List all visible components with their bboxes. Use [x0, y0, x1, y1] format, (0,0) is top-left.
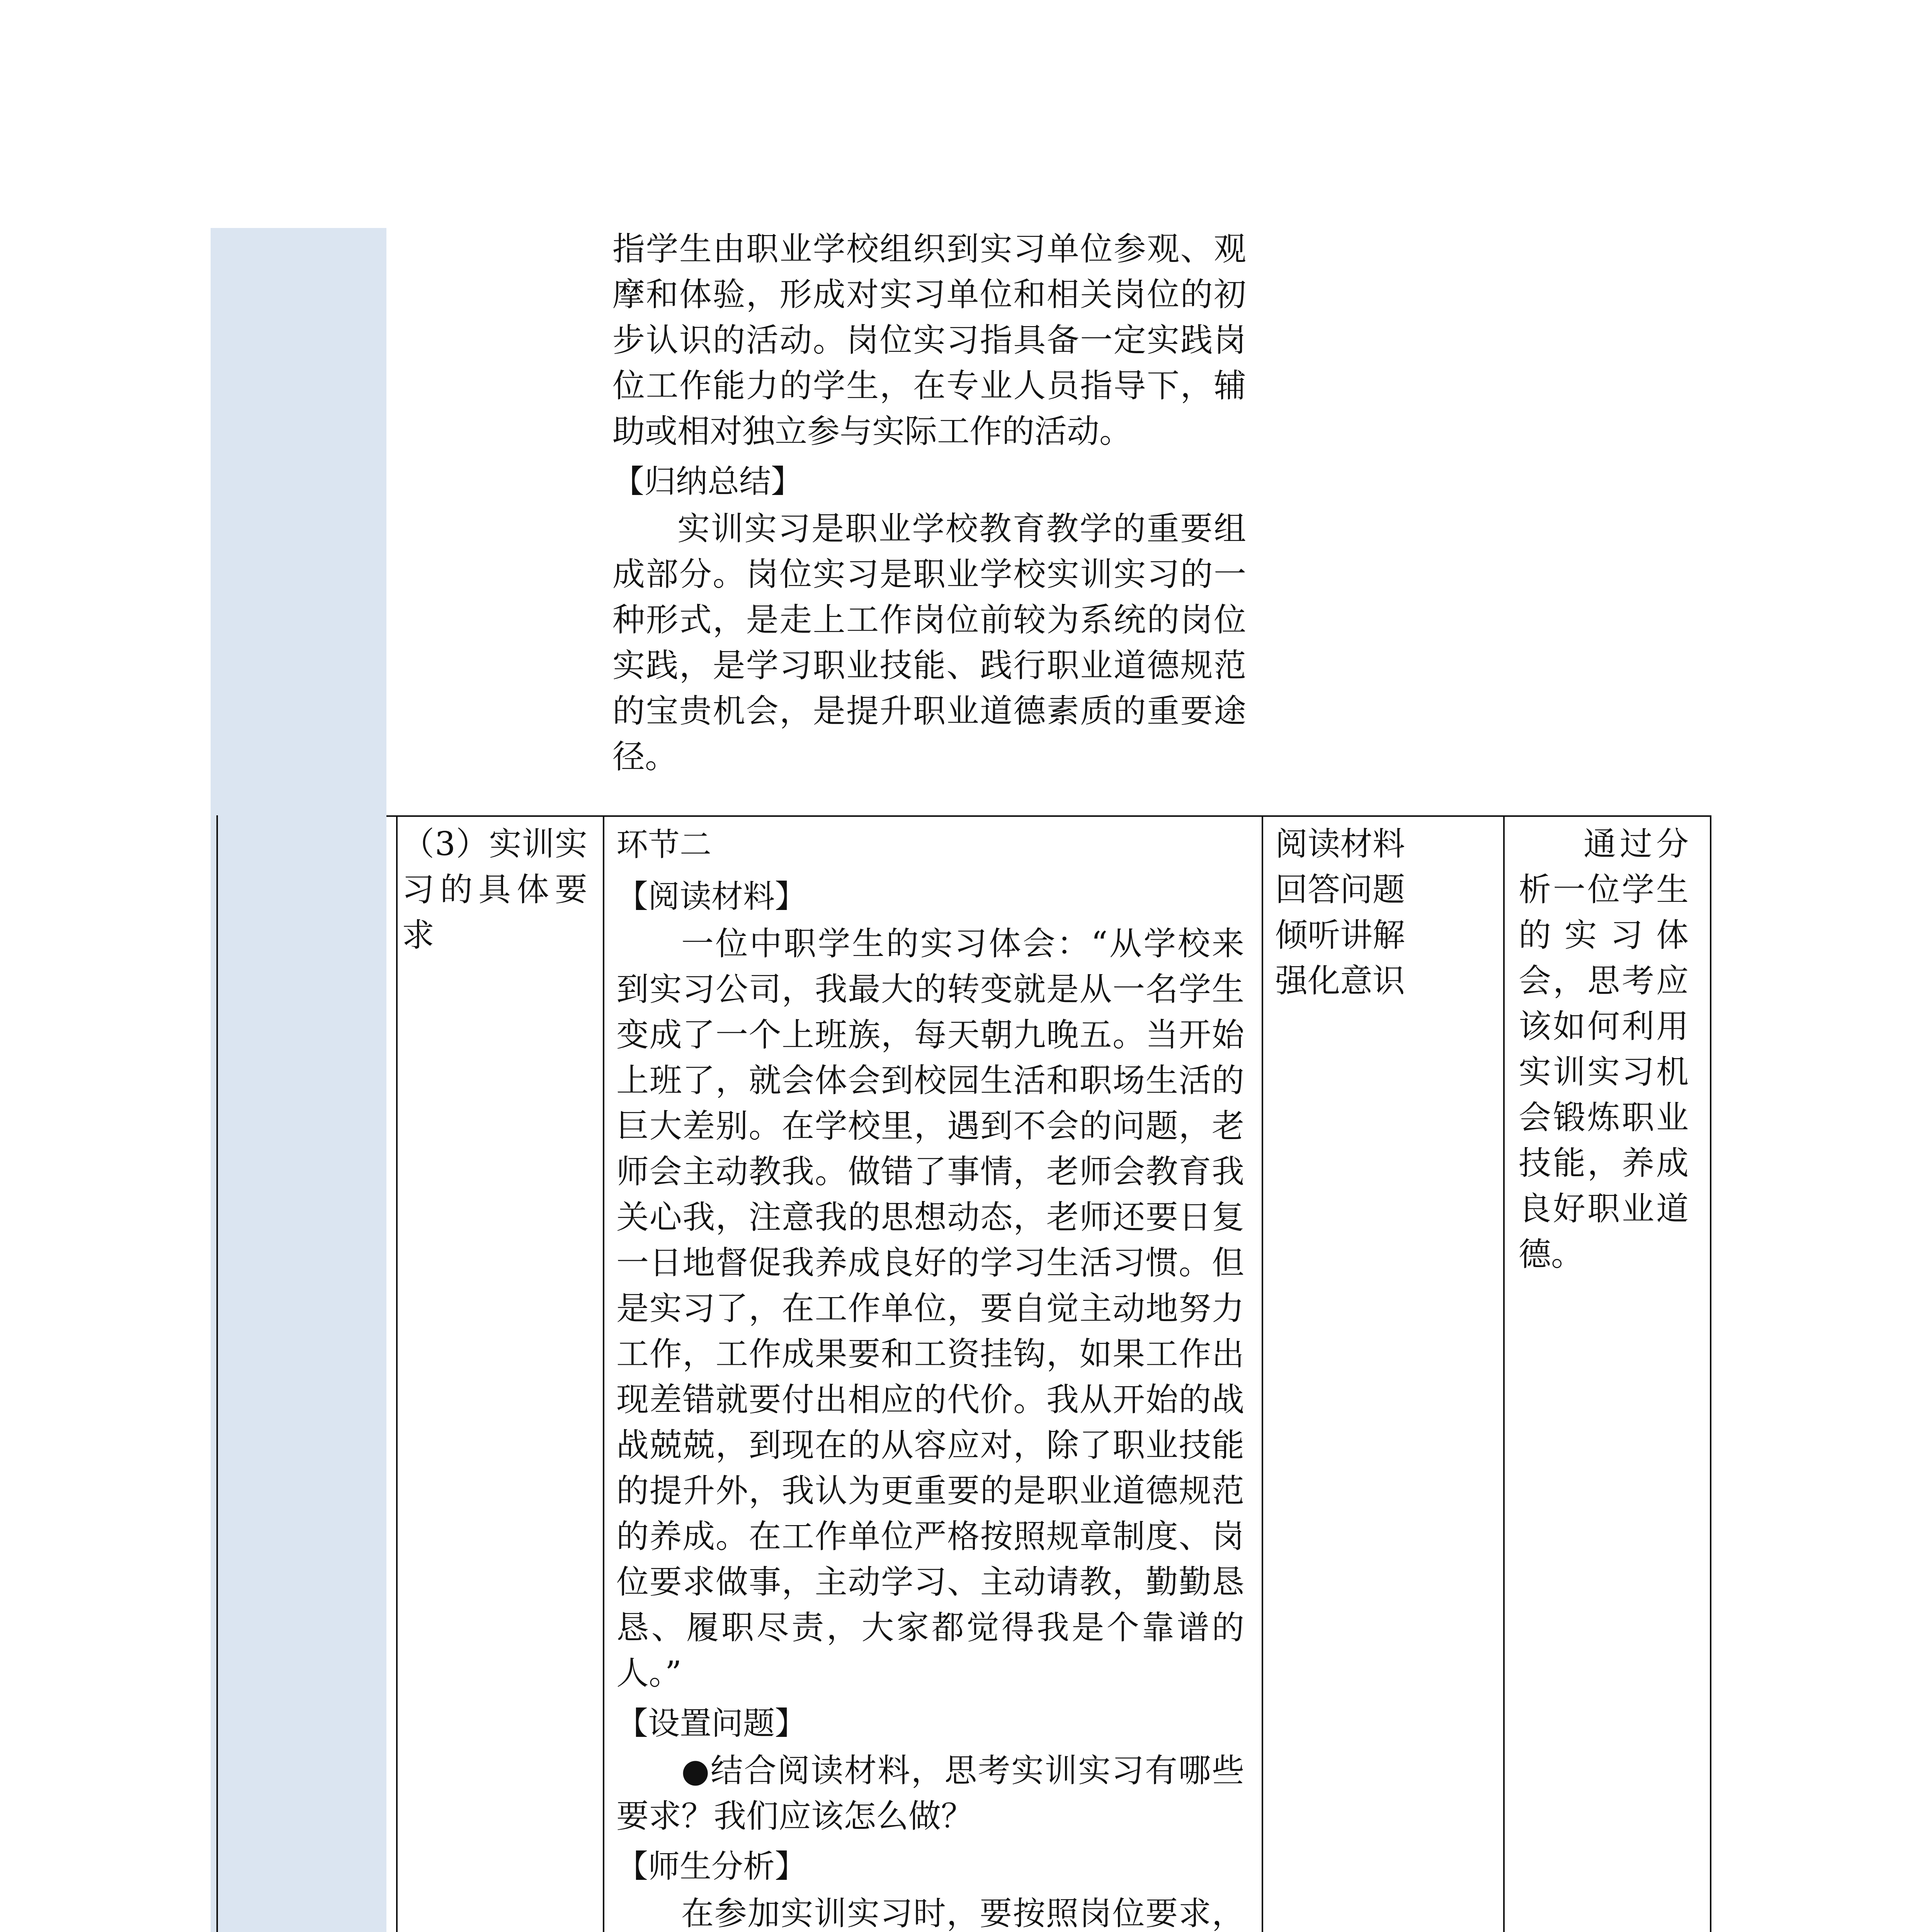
top-content-cell [612, 226, 1246, 779]
reading-text: 一位中职学生的实习体会：“从学校来到实习公司，我最大的转变就是从一名学生变成了一个上班族，每天朝九晚五。当开始上班了，就会体会到校园生活和职场生活的巨大差别。在学校里，遇到不会的问题，老师会主动教我。做错了事情，老师会教育我关心我，注意我的思想动态，老师还要日复一日地督促我养成良好的学习生活习惯。但是实习了，在工作单位，要自觉主动地努力工作，工作成果要和工资挂钩，如果工作出现差错就要付出相应的代价。我从开始的战战兢兢，到现在的从容应对，除了职业技能的提升外，我认为更重要的是职业道德规范的养成。在工作单位严格按照规章制度、岗位要求做事，主动学习、主动请教，勤勤恳恳、履职尽责，大家都觉得我是个靠谱的人。” [616, 925, 1244, 1692]
activity-item: 强化意识 [1275, 962, 1405, 1000]
intent-text: 通过分析一位学生的实习体会，思考应该如何利用实训实习机会锻炼职业技能，养成良好职业道德。 [1519, 825, 1689, 1273]
topic-text: （3）实训实习的具体要求 [402, 825, 587, 954]
question-text: ●结合阅读材料，思考实训实习有哪些要求？我们应该怎么做？ [616, 1752, 1244, 1835]
reading-heading: 【阅读材料】 [616, 878, 807, 915]
table-row-top [386, 815, 1711, 817]
table-divider-2 [603, 815, 604, 1932]
activity-item: 阅读材料 [1275, 825, 1405, 863]
activities-cell [1275, 821, 1492, 1003]
analysis-heading: 【师生分析】 [616, 1848, 807, 1885]
table-border-left [216, 815, 218, 1932]
topic-cell [402, 821, 587, 958]
activity-item: 回答问题 [1275, 871, 1405, 908]
table-divider-3 [1262, 815, 1263, 1932]
analysis-text: 在参加实训实习时，要按照岗位要求， [681, 1895, 1244, 1932]
table-border-right [1710, 815, 1711, 1932]
activity-item: 倾听讲解 [1275, 916, 1405, 954]
content-cell [616, 821, 1244, 1932]
step-heading: 环节二 [616, 827, 712, 863]
top-paragraph: 指学生由职业学校组织到实习单位参观、观摩和体验，形成对实习单位和相关岗位的初步认识的活动。岗位实习指具备一定实践岗位工作能力的学生，在专业人员指导下，辅助或相对独立参与实际工作的活动。 [612, 230, 1246, 450]
table-divider-4 [1503, 815, 1505, 1932]
table-divider-1 [396, 815, 398, 1932]
shaded-column [211, 228, 386, 1932]
summary-text: 实训实习是职业学校教育教学的重要组成部分。岗位实习是职业学校实训实习的一种形式，是走上工作岗位前较为系统的岗位实践，是学习职业技能、践行职业道德规范的宝贵机会，是提升职业道德素质的重要途径。 [612, 510, 1246, 776]
question-heading: 【设置问题】 [616, 1705, 807, 1742]
intent-cell [1519, 821, 1689, 1277]
summary-heading: 【归纳总结】 [612, 463, 803, 500]
